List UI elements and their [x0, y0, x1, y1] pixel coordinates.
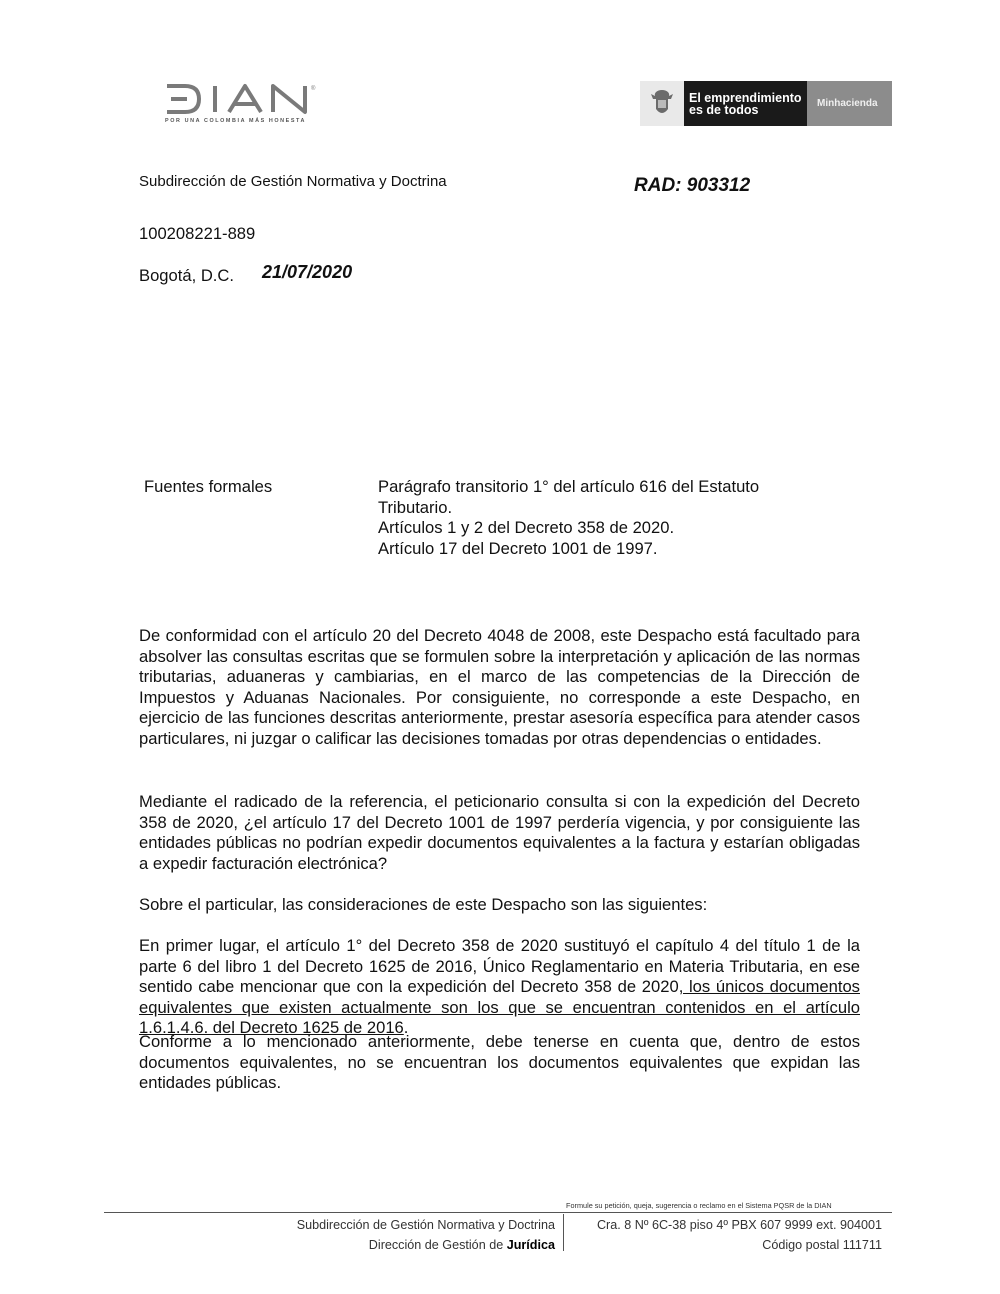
body-paragraph-5: Conforme a lo mencionado anteriormente, debe tenerse en cuenta que, dentro de estos documentos equivalentes, no se encuentran los documentos equivalentes que expidan las entidades públicas.	[139, 1032, 860, 1092]
body-paragraph-4-end: .	[403, 1018, 409, 1037]
source-line: Tributario.	[378, 497, 453, 517]
ministry-banner	[640, 81, 892, 126]
body-paragraph-4-underlined: , los únicos documentos equivalentes que existen actualmente son los que se encuentran contenidos en el artículo 1.6.1.4.6. del Decreto 1625 de 2016	[139, 977, 860, 1037]
footer-office-line1: Subdirección de Gestión Normativa y Doctrina	[296, 1218, 555, 1232]
coat-of-arms-icon	[640, 81, 684, 126]
footer-address	[575, 1215, 882, 1255]
sources-label: Fuentes formales	[144, 477, 273, 496]
body-paragraph-3: Sobre el particular, las consideraciones de este Despacho son las siguientes:	[139, 895, 708, 914]
reference-number: 100208221-889	[139, 224, 256, 243]
subdirection-heading: Subdirección de Gestión Normativa y Doctrina	[139, 173, 447, 190]
footer-office-line2	[250, 1235, 555, 1255]
source-line: Artículo 17 del Decreto 1001 de 1997.	[378, 538, 658, 558]
banner-slogan	[684, 81, 807, 126]
footer-office-prefix: Dirección de Gestión de	[368, 1238, 507, 1252]
body-paragraph-4-text: En primer lugar, el artículo 1° del Decreto 358 de 2020 sustituyó el capítulo 4 del título 1 de la parte 6 del libro 1 del Decreto 1625 de 2016, Único Reglamentario en Materia Tributaria, en ese sentido cabe mencionar que con la expedición del Decreto 358 de 2020	[139, 936, 860, 996]
body-paragraph-4	[139, 936, 860, 1039]
source-line: Parágrafo transitorio 1° del artículo 616 del Estatuto	[378, 477, 760, 496]
sources-list	[378, 477, 759, 559]
body-paragraph-2: Mediante el radicado de la referencia, el peticionario consulta si con la expedición del Decreto 358 de 2020, ¿el artículo 17 del Decreto 1001 de 1997 perdería vigencia, y por consiguiente las entidades públicas no podrían expedir documentos equivalentes a la factura y estarían obligadas a expedir facturación electrónica?	[139, 792, 860, 873]
footer-address-line1: Cra. 8 Nº 6C-38 piso 4º PBX 607 9999 ext. 904001	[596, 1218, 882, 1232]
rad-number: RAD: 903312	[634, 175, 751, 196]
document-date: 21/07/2020	[262, 262, 353, 282]
footer-postal-code: Código postal 111711	[762, 1238, 882, 1252]
svg-text:®: ®	[311, 86, 316, 92]
dian-logo-mark	[165, 82, 325, 116]
footer-office-bold: Jurídica	[506, 1238, 555, 1252]
body-paragraph-1: De conformidad con el artículo 20 del Decreto 4048 de 2008, este Despacho está facultado para absolver las consultas escritas que se formulen sobre la interpretación y aplicación de las normas tributarias, aduaneras y cambiarias, en el marco de las competencias de la Dirección de Impuestos y Aduanas Nacionales. Por consiguiente, no corresponde a este Despacho, en ejercicio de las funciones descritas anteriormente, prestar asesoría específica para atender casos particulares, ni juzgar o calificar las decisiones tomadas por otras dependencias o entidades.	[139, 626, 860, 748]
footer-divider	[104, 1212, 892, 1213]
footer-pqsr-note: Formule su petición, queja, sugerencia o reclamo en el Sistema PQSR de la DIAN	[566, 1201, 832, 1210]
city: Bogotá, D.C.	[139, 266, 235, 285]
banner-slogan-line1: El emprendimiento	[689, 90, 802, 105]
dian-tagline: POR UNA COLOMBIA MÁS HONESTA	[165, 118, 307, 124]
banner-ministry: Minhacienda	[807, 81, 892, 126]
banner-slogan-line2: es de todos	[689, 102, 759, 117]
footer-office	[250, 1215, 555, 1255]
footer-vertical-divider	[563, 1214, 564, 1251]
source-line: Artículos 1 y 2 del Decreto 358 de 2020.	[378, 518, 675, 537]
